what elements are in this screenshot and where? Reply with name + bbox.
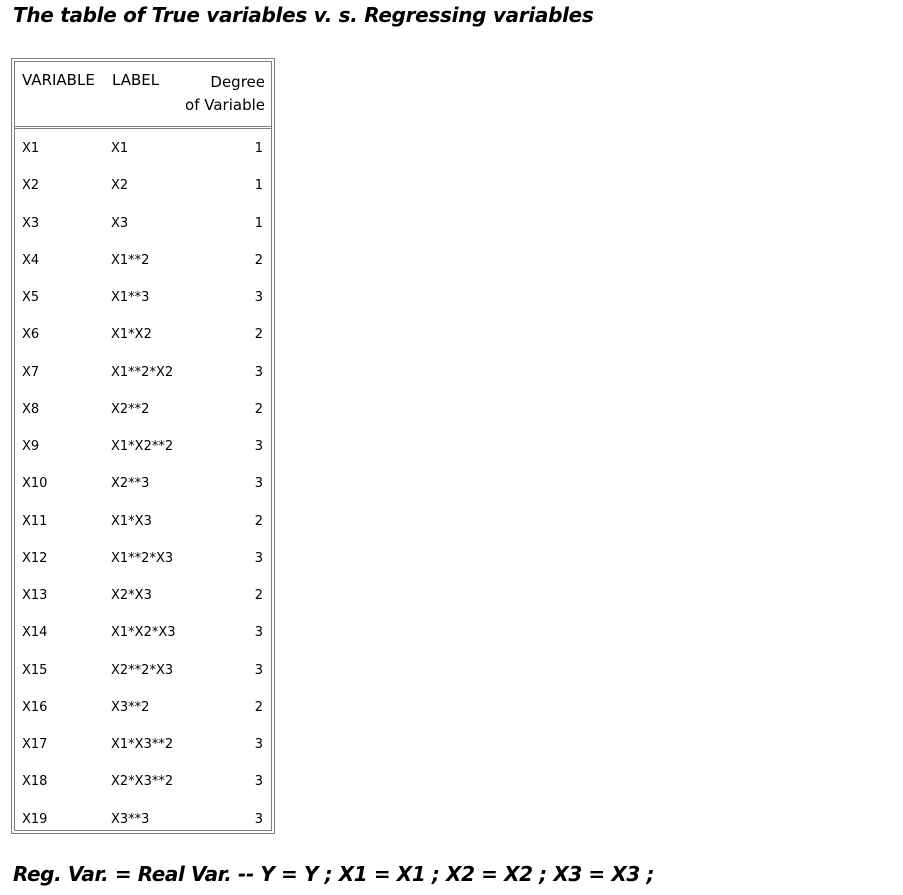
- cell-variable: X9: [22, 439, 40, 454]
- cell-degree: 3: [254, 737, 263, 752]
- table-row: [15, 540, 271, 577]
- table-row: [15, 167, 271, 204]
- cell-label: X2*X3**2: [111, 774, 174, 790]
- cell-variable: X10: [22, 476, 48, 492]
- table-row: [15, 503, 271, 540]
- cell-variable: X12: [22, 550, 48, 566]
- cell-label: X3**3: [111, 811, 150, 827]
- cell-label: X2: [111, 178, 129, 194]
- cell-variable: X7: [22, 364, 40, 380]
- table-body: [15, 130, 271, 838]
- table-row: [15, 205, 271, 242]
- table-row: [15, 130, 271, 167]
- cell-degree: 2: [254, 588, 263, 603]
- cell-label: X1*X2*X3: [111, 625, 176, 641]
- cell-degree: 3: [254, 364, 263, 380]
- cell-label: X1: [111, 141, 129, 156]
- cell-degree: 3: [254, 774, 263, 790]
- cell-degree: 3: [254, 290, 263, 305]
- cell-variable: X2: [22, 178, 40, 194]
- table-row: [15, 652, 271, 689]
- cell-variable: X14: [22, 625, 48, 641]
- cell-label: X1**3: [111, 290, 150, 305]
- table-row: [15, 577, 271, 614]
- table-row: [15, 242, 271, 279]
- table-row: [15, 801, 271, 838]
- cell-degree: 3: [254, 625, 263, 641]
- header-degree-line2: of Variable: [185, 96, 265, 114]
- cell-label: X3**2: [111, 699, 150, 715]
- table-row: [15, 763, 271, 800]
- cell-degree: 2: [254, 327, 263, 343]
- cell-degree: 3: [254, 476, 263, 492]
- footer-note: Reg. Var. = Real Var. -- Y = Y ; X1 = X1 ; X2 = X2 ; X3 = X3 ;: [13, 862, 655, 886]
- cell-variable: X17: [22, 737, 48, 752]
- cell-label: X1**2*X3: [111, 550, 174, 566]
- variables-table: [11, 58, 275, 834]
- header-variable: VARIABLE: [22, 71, 95, 89]
- cell-variable: X3: [22, 215, 40, 231]
- cell-label: X1*X2: [111, 327, 152, 343]
- cell-label: X1*X3: [111, 513, 152, 529]
- cell-label: X3: [111, 215, 129, 231]
- cell-variable: X1: [22, 141, 40, 156]
- table-row: [15, 354, 271, 391]
- table-row: [15, 428, 271, 465]
- cell-label: X2**2: [111, 401, 150, 417]
- table-row: [15, 689, 271, 726]
- table-row: [15, 614, 271, 651]
- header-divider: [15, 128, 271, 129]
- header-label: LABEL: [112, 71, 160, 89]
- cell-degree: 1: [254, 141, 263, 156]
- cell-variable: X4: [22, 252, 40, 268]
- cell-label: X1**2*X2: [111, 364, 174, 380]
- cell-label: X2**3: [111, 476, 150, 492]
- cell-variable: X11: [22, 513, 48, 529]
- cell-variable: X15: [22, 662, 48, 678]
- page-title: The table of True variables v. s. Regressing variables: [13, 3, 594, 27]
- table-header: [15, 62, 271, 127]
- cell-degree: 1: [254, 215, 263, 231]
- table-row: [15, 726, 271, 763]
- table-row: [15, 279, 271, 316]
- table-frame: [14, 61, 272, 831]
- cell-label: X1*X3**2: [111, 737, 174, 752]
- cell-degree: 2: [254, 401, 263, 417]
- header-degree: [185, 71, 265, 117]
- cell-variable: X5: [22, 290, 40, 305]
- cell-label: X2*X3: [111, 588, 152, 603]
- cell-label: X1**2: [111, 252, 150, 268]
- table-row: [15, 316, 271, 353]
- cell-variable: X13: [22, 588, 48, 603]
- cell-variable: X16: [22, 699, 48, 715]
- cell-label: X1*X2**2: [111, 439, 174, 454]
- cell-degree: 3: [254, 550, 263, 566]
- cell-variable: X19: [22, 811, 48, 827]
- cell-variable: X6: [22, 327, 40, 343]
- cell-degree: 2: [254, 513, 263, 529]
- cell-degree: 2: [254, 252, 263, 268]
- cell-degree: 1: [254, 178, 263, 194]
- cell-variable: X8: [22, 401, 40, 417]
- cell-degree: 3: [254, 662, 263, 678]
- table-row: [15, 391, 271, 428]
- cell-degree: 3: [254, 811, 263, 827]
- header-degree-line1: Degree: [210, 73, 265, 91]
- cell-degree: 3: [254, 439, 263, 454]
- table-row: [15, 465, 271, 502]
- cell-degree: 2: [254, 699, 263, 715]
- cell-variable: X18: [22, 774, 48, 790]
- cell-label: X2**2*X3: [111, 662, 174, 678]
